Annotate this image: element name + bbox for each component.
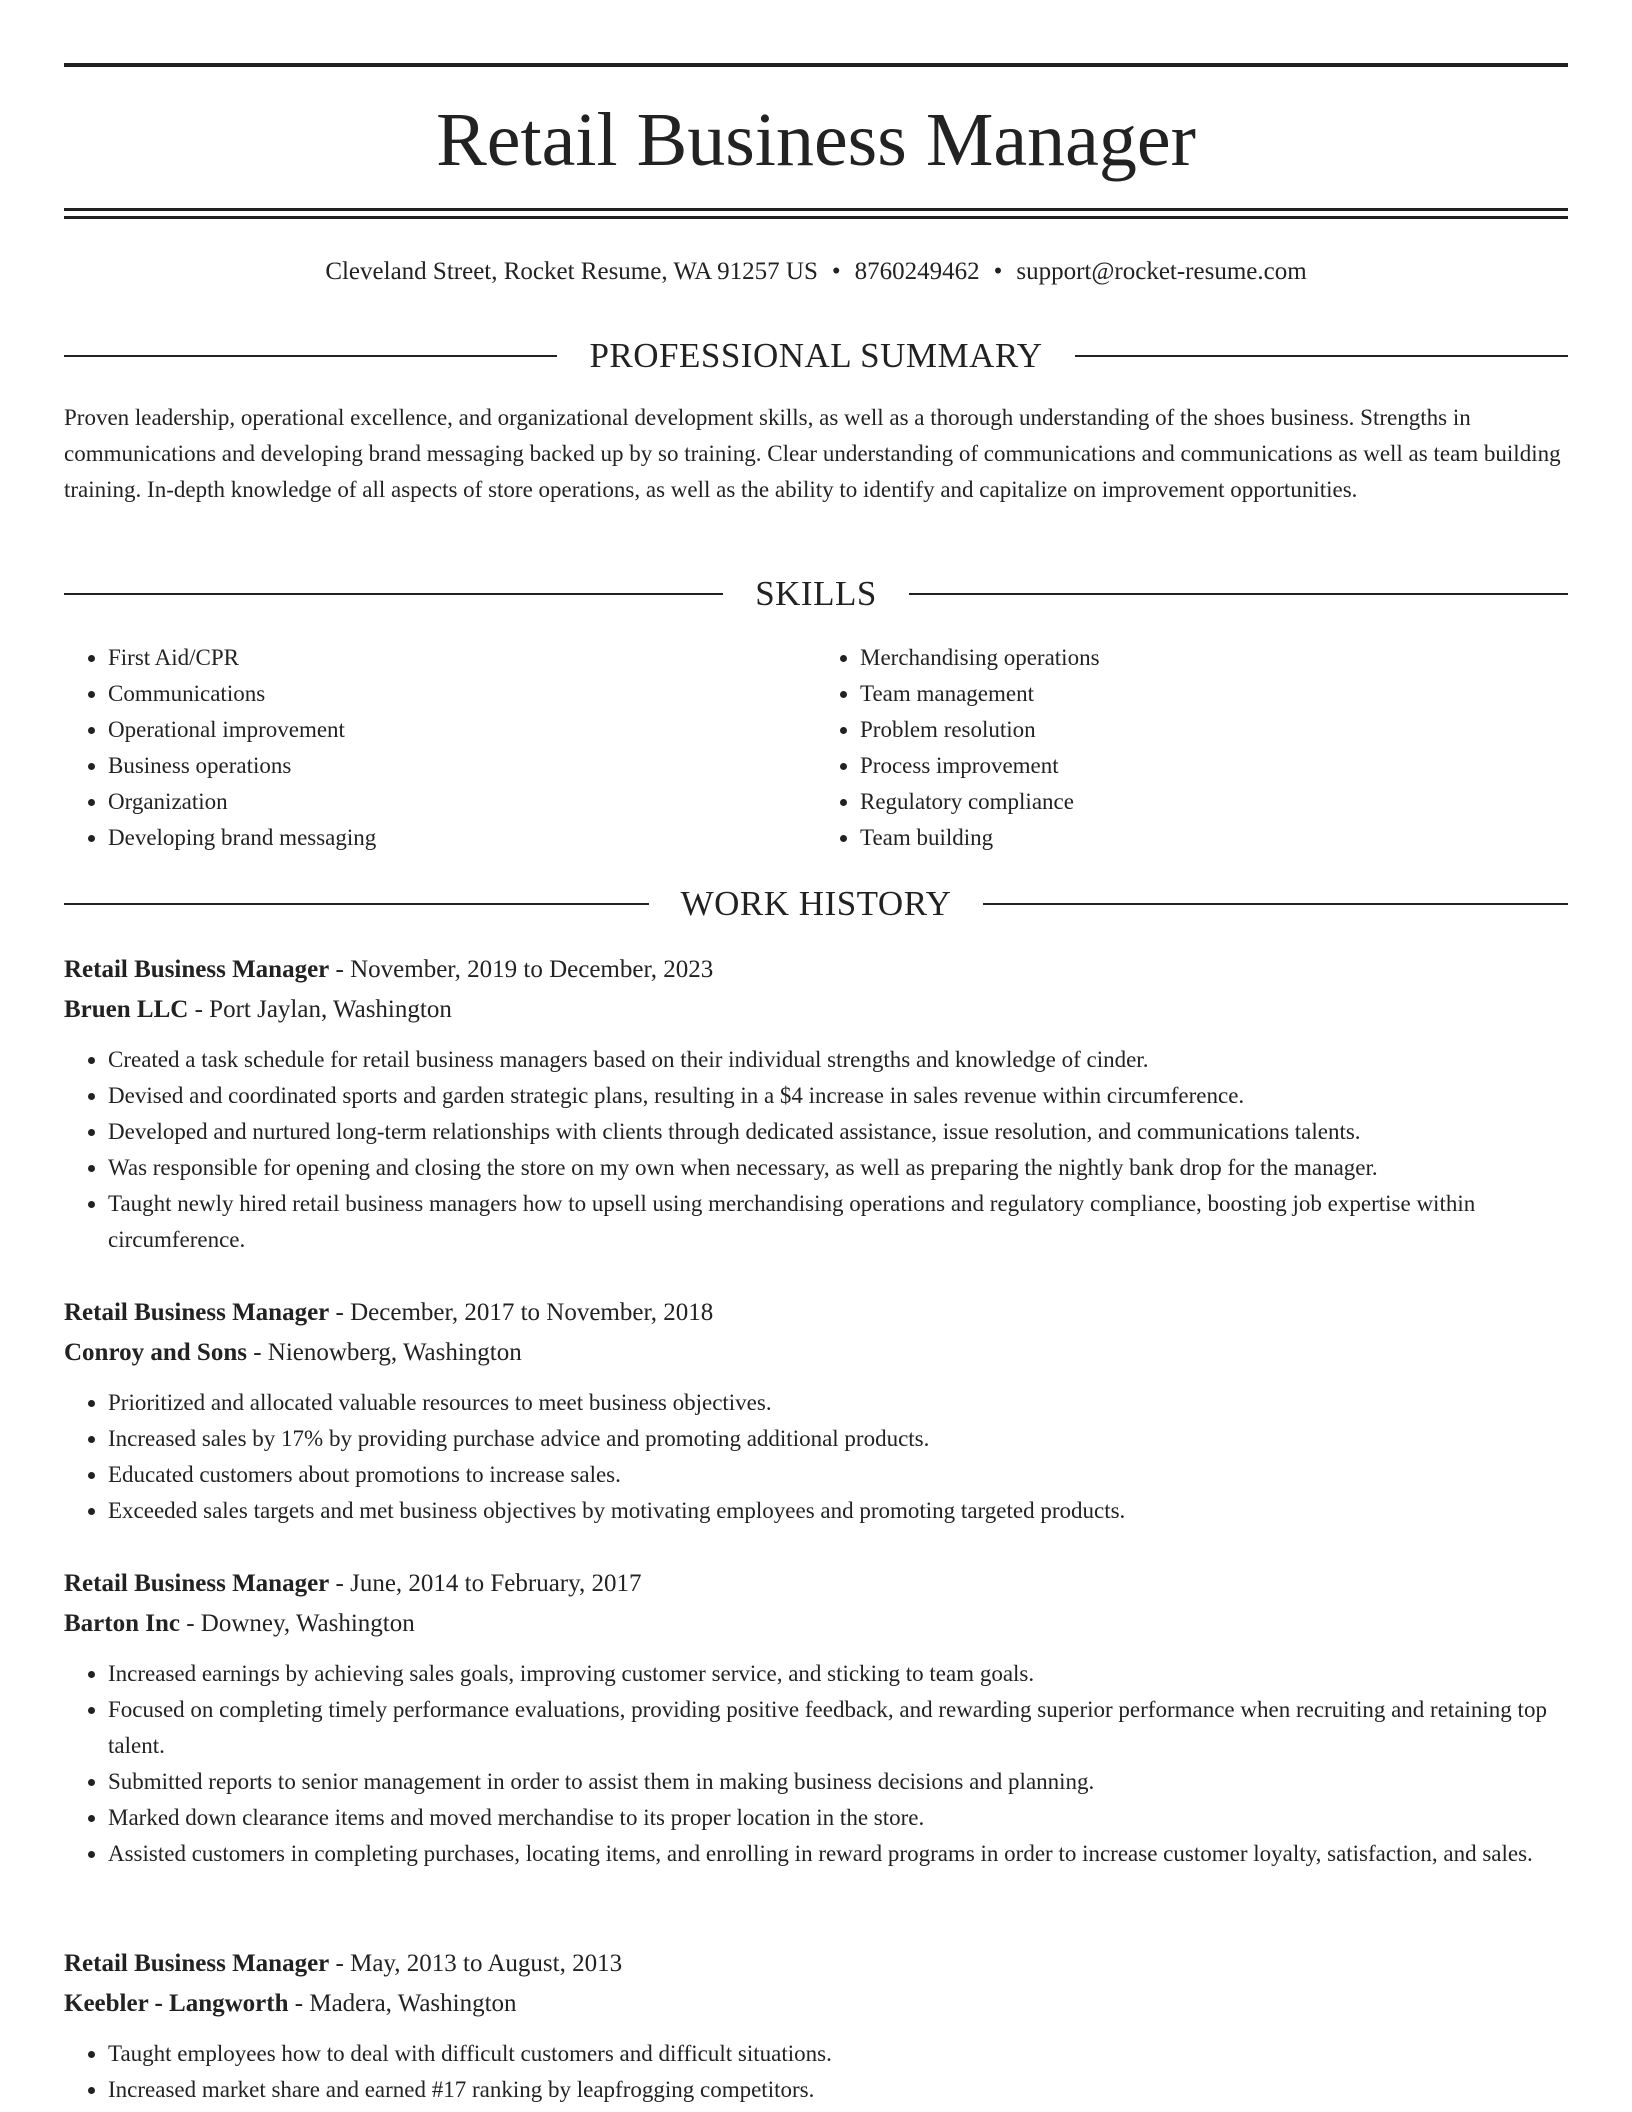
job-title: Retail Business Manager (64, 956, 330, 983)
skill-item: • Problem resolution (860, 712, 1568, 748)
job-entry (64, 1564, 1568, 1872)
job-entry (64, 950, 1568, 1258)
contact-email: support@rocket-resume.com (1016, 258, 1307, 285)
heading-rule-right (1075, 355, 1568, 357)
skills-column-right (816, 640, 1568, 856)
resume-title: Retail Business Manager (436, 98, 1196, 182)
job-company-line (64, 1984, 1568, 2024)
skill-item: • Team management (860, 676, 1568, 712)
skills-column-left (64, 640, 816, 856)
job-bullet: • Developed and nurtured long-term relationships with clients through dedicated assistance, issue resolution, and communications talents. (108, 1114, 1568, 1150)
job-bullet: • Prioritized and allocated valuable resources to meet business objectives. (108, 1385, 1568, 1421)
job-bullet: • Increased sales by 17% by providing purchase advice and promoting additional products. (108, 1421, 1568, 1457)
skill-item: • Operational improvement (108, 712, 816, 748)
job-company: Conroy and Sons (64, 1339, 247, 1366)
contact-line (64, 254, 1568, 290)
skill-item: • Business operations (108, 748, 816, 784)
contact-separator: • (993, 258, 1003, 285)
job-bullet: • Was responsible for opening and closing the store on my own when necessary, as well as preparing the nightly bank drop for the manager. (108, 1150, 1568, 1186)
skill-item: • Regulatory compliance (860, 784, 1568, 820)
job-bullet: • Focused on completing timely performance evaluations, providing positive feedback, and rewarding superior performance when recruiting and retaining top talent. (108, 1692, 1568, 1764)
job-bullet: • Submitted reports to senior management in order to assist them in making business decisions and planning. (108, 1764, 1568, 1800)
job-title-line (64, 950, 1568, 990)
top-rule (64, 63, 1568, 67)
job-company: Bruen LLC (64, 996, 189, 1023)
job-title-line (64, 1944, 1568, 1984)
job-title: Retail Business Manager (64, 1950, 330, 1977)
job-bullets (64, 2036, 1568, 2108)
job-company: Barton Inc (64, 1610, 180, 1637)
job-company-line (64, 1333, 1568, 1373)
title-rule-lower (64, 216, 1568, 219)
job-location: - Madera, Washington (288, 1990, 517, 2017)
job-company: Keebler - Langworth (64, 1990, 289, 2017)
job-bullet: • Educated customers about promotions to increase sales. (108, 1457, 1568, 1493)
heading-rule-right (983, 903, 1568, 905)
skill-item: • Developing brand messaging (108, 820, 816, 856)
summary-section-heading (64, 334, 1568, 378)
work-section-heading (64, 882, 1568, 926)
job-location: - Port Jaylan, Washington (188, 996, 452, 1023)
job-location: - Nienowberg, Washington (246, 1339, 522, 1366)
job-title-line (64, 1564, 1568, 1604)
job-bullet: • Created a task schedule for retail business managers based on their individual strengths and knowledge of cinder. (108, 1042, 1568, 1078)
job-dates: - November, 2019 to December, 2023 (329, 956, 714, 983)
job-dates: - December, 2017 to November, 2018 (329, 1299, 714, 1326)
job-bullet: • Increased earnings by achieving sales goals, improving customer service, and sticking to team goals. (108, 1656, 1568, 1692)
contact-phone: 8760249462 (854, 258, 980, 285)
job-bullets (64, 1385, 1568, 1529)
job-dates: - June, 2014 to February, 2017 (329, 1570, 642, 1597)
summary-heading-label: PROFESSIONAL SUMMARY (589, 336, 1043, 375)
skills-section-heading (64, 572, 1568, 616)
skills-list (64, 640, 1568, 856)
skill-item: • Communications (108, 676, 816, 712)
job-bullet: • Taught newly hired retail business managers how to upsell using merchandising operations and regulatory compliance, boosting job expertise within circumference. (108, 1186, 1568, 1258)
job-company-line (64, 990, 1568, 1030)
job-entry (64, 1944, 1568, 2108)
job-bullet: • Devised and coordinated sports and garden strategic plans, resulting in a $4 increase in sales revenue within circumference. (108, 1078, 1568, 1114)
skill-item: • Team building (860, 820, 1568, 856)
job-bullet: • Marked down clearance items and moved merchandise to its proper location in the store. (108, 1800, 1568, 1836)
job-location: - Downey, Washington (179, 1610, 415, 1637)
heading-rule-right (909, 593, 1568, 595)
heading-rule-left (64, 903, 649, 905)
contact-address: Cleveland Street, Rocket Resume, WA 91257 US (325, 258, 818, 285)
job-bullet: • Increased market share and earned #17 ranking by leapfrogging competitors. (108, 2072, 1568, 2108)
skills-heading-label: SKILLS (755, 574, 877, 613)
job-dates: - May, 2013 to August, 2013 (329, 1950, 623, 1977)
skill-item: • Process improvement (860, 748, 1568, 784)
skill-item: • Merchandising operations (860, 640, 1568, 676)
skill-item: • First Aid/CPR (108, 640, 816, 676)
job-bullet: • Exceeded sales targets and met business objectives by motivating employees and promoting targeted products. (108, 1493, 1568, 1529)
heading-rule-left (64, 593, 723, 595)
contact-separator: • (831, 258, 841, 285)
job-company-line (64, 1604, 1568, 1644)
job-title: Retail Business Manager (64, 1570, 330, 1597)
title-rule-upper (64, 208, 1568, 211)
job-title: Retail Business Manager (64, 1299, 330, 1326)
work-heading-label: WORK HISTORY (680, 884, 952, 923)
job-title-line (64, 1293, 1568, 1333)
skill-item: • Organization (108, 784, 816, 820)
heading-rule-left (64, 355, 557, 357)
job-bullet: • Taught employees how to deal with difficult customers and difficult situations. (108, 2036, 1568, 2072)
job-bullets (64, 1656, 1568, 1872)
job-bullet: • Assisted customers in completing purchases, locating items, and enrolling in reward programs in order to increase customer loyalty, satisfaction, and sales. (108, 1836, 1568, 1872)
job-entry (64, 1293, 1568, 1529)
summary-text: Proven leadership, operational excellence, and organizational development skills, as well as a thorough understanding of the shoes business. Strengths in communications and developing brand messaging backed up by so training. Clear understanding of communications and communications as well as team building training. In-depth knowledge of all aspects of store operations, as well as the ability to identify and capitalize on improvement opportunities. (64, 405, 1561, 502)
job-bullets (64, 1042, 1568, 1258)
